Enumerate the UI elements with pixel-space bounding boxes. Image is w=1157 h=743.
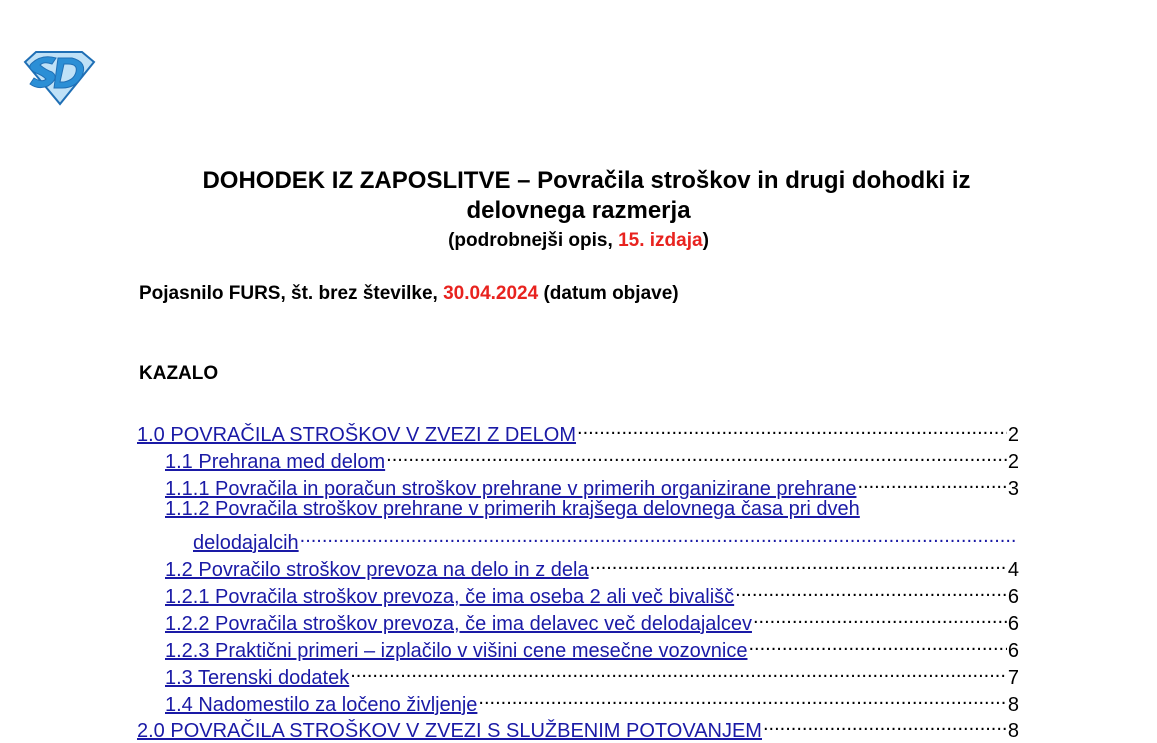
toc-leader-dots <box>735 577 1007 603</box>
toc-leader-dots <box>753 604 1007 630</box>
publication-date: 30.04.2024 <box>443 283 539 304</box>
pojasnilo-line <box>139 282 679 306</box>
toc-entry-link[interactable]: 1.2.1 Povračila stroškov prevoza, če ima oseba 2 ali več bivališč <box>165 586 735 608</box>
document-title-line-2: delovnega razmerja <box>466 197 691 224</box>
toc-entry-link[interactable]: 1.3 Terenski dodatek <box>165 667 350 689</box>
toc-leader-dots <box>763 711 1007 737</box>
toc-leader-dots <box>857 469 1006 495</box>
toc-entry-link[interactable]: 1.1.2 Povračila stroškov prehrane v primerih krajšega delovnega časa pri dveh <box>165 498 860 520</box>
toc-entry-page: 7 <box>1007 667 1019 689</box>
toc-entry-link[interactable]: 1.1 Prehrana med delom <box>165 451 386 473</box>
toc-entry[interactable] <box>165 496 860 522</box>
toc-entry-link[interactable]: 1.4 Nadomestilo za ločeno življenje <box>165 694 478 716</box>
toc-entry-link[interactable]: 1.2.3 Praktični primeri – izplačilo v višini cene mesečne vozovnice <box>165 640 748 662</box>
subtitle-open: (podrobnejši opis, <box>448 230 619 251</box>
document-title-line-1: DOHODEK IZ ZAPOSLITVE – Povračila stroškov in drugi dohodki iz <box>202 167 971 194</box>
sd-shield-logo-icon <box>22 48 96 106</box>
toc-leader-dots <box>350 658 1007 684</box>
toc-leader-dots <box>590 550 1007 576</box>
document-subtitle <box>0 229 1157 253</box>
toc-leader-dots <box>748 631 1006 657</box>
toc-entry-page: 8 <box>1007 720 1019 742</box>
toc-entry-page: 2 <box>1007 424 1019 446</box>
toc-leader-dots <box>300 523 1018 549</box>
toc-entry-page: 4 <box>1007 559 1019 581</box>
toc-entry-page: 3 <box>1007 478 1019 500</box>
toc-leader-dots <box>478 685 1006 711</box>
toc-entry-link[interactable]: 1.2 Povračilo stroškov prevoza na delo in z dela <box>165 559 589 581</box>
pojasnilo-suffix: (datum objave) <box>538 283 679 304</box>
toc-leader-dots <box>577 415 1007 441</box>
edition-label: 15. izdaja <box>618 230 703 251</box>
pojasnilo-prefix: Pojasnilo FURS, št. brez številke, <box>139 283 444 304</box>
toc-entry-page: 6 <box>1007 613 1019 635</box>
toc-leader-dots <box>386 442 1007 468</box>
toc-entry-link[interactable]: 1.1.1 Povračila in poračun stroškov prehrane v primerih organizirane prehrane <box>165 478 857 500</box>
toc-entry-page: 2 <box>1007 451 1019 473</box>
toc-entry-page: 8 <box>1007 694 1019 716</box>
toc-entry-link[interactable]: 1.2.2 Povračila stroškov prevoza, če ima delavec več delodajalcev <box>165 613 752 635</box>
toc-entry-link[interactable]: 1.0 POVRAČILA STROŠKOV V ZVEZI Z DELOM <box>137 424 577 446</box>
toc-entry-page: 6 <box>1007 640 1019 662</box>
toc-entry-page: 6 <box>1007 586 1019 608</box>
toc-entry-link[interactable]: 2.0 POVRAČILA STROŠKOV V ZVEZI S SLUŽBENIM POTOVANJEM <box>137 720 762 742</box>
toc-heading: KAZALO <box>139 363 219 384</box>
subtitle-close: ) <box>702 230 709 251</box>
toc-entry-link[interactable]: delodajalcih <box>193 532 299 554</box>
toc-entry[interactable] <box>137 711 1019 743</box>
